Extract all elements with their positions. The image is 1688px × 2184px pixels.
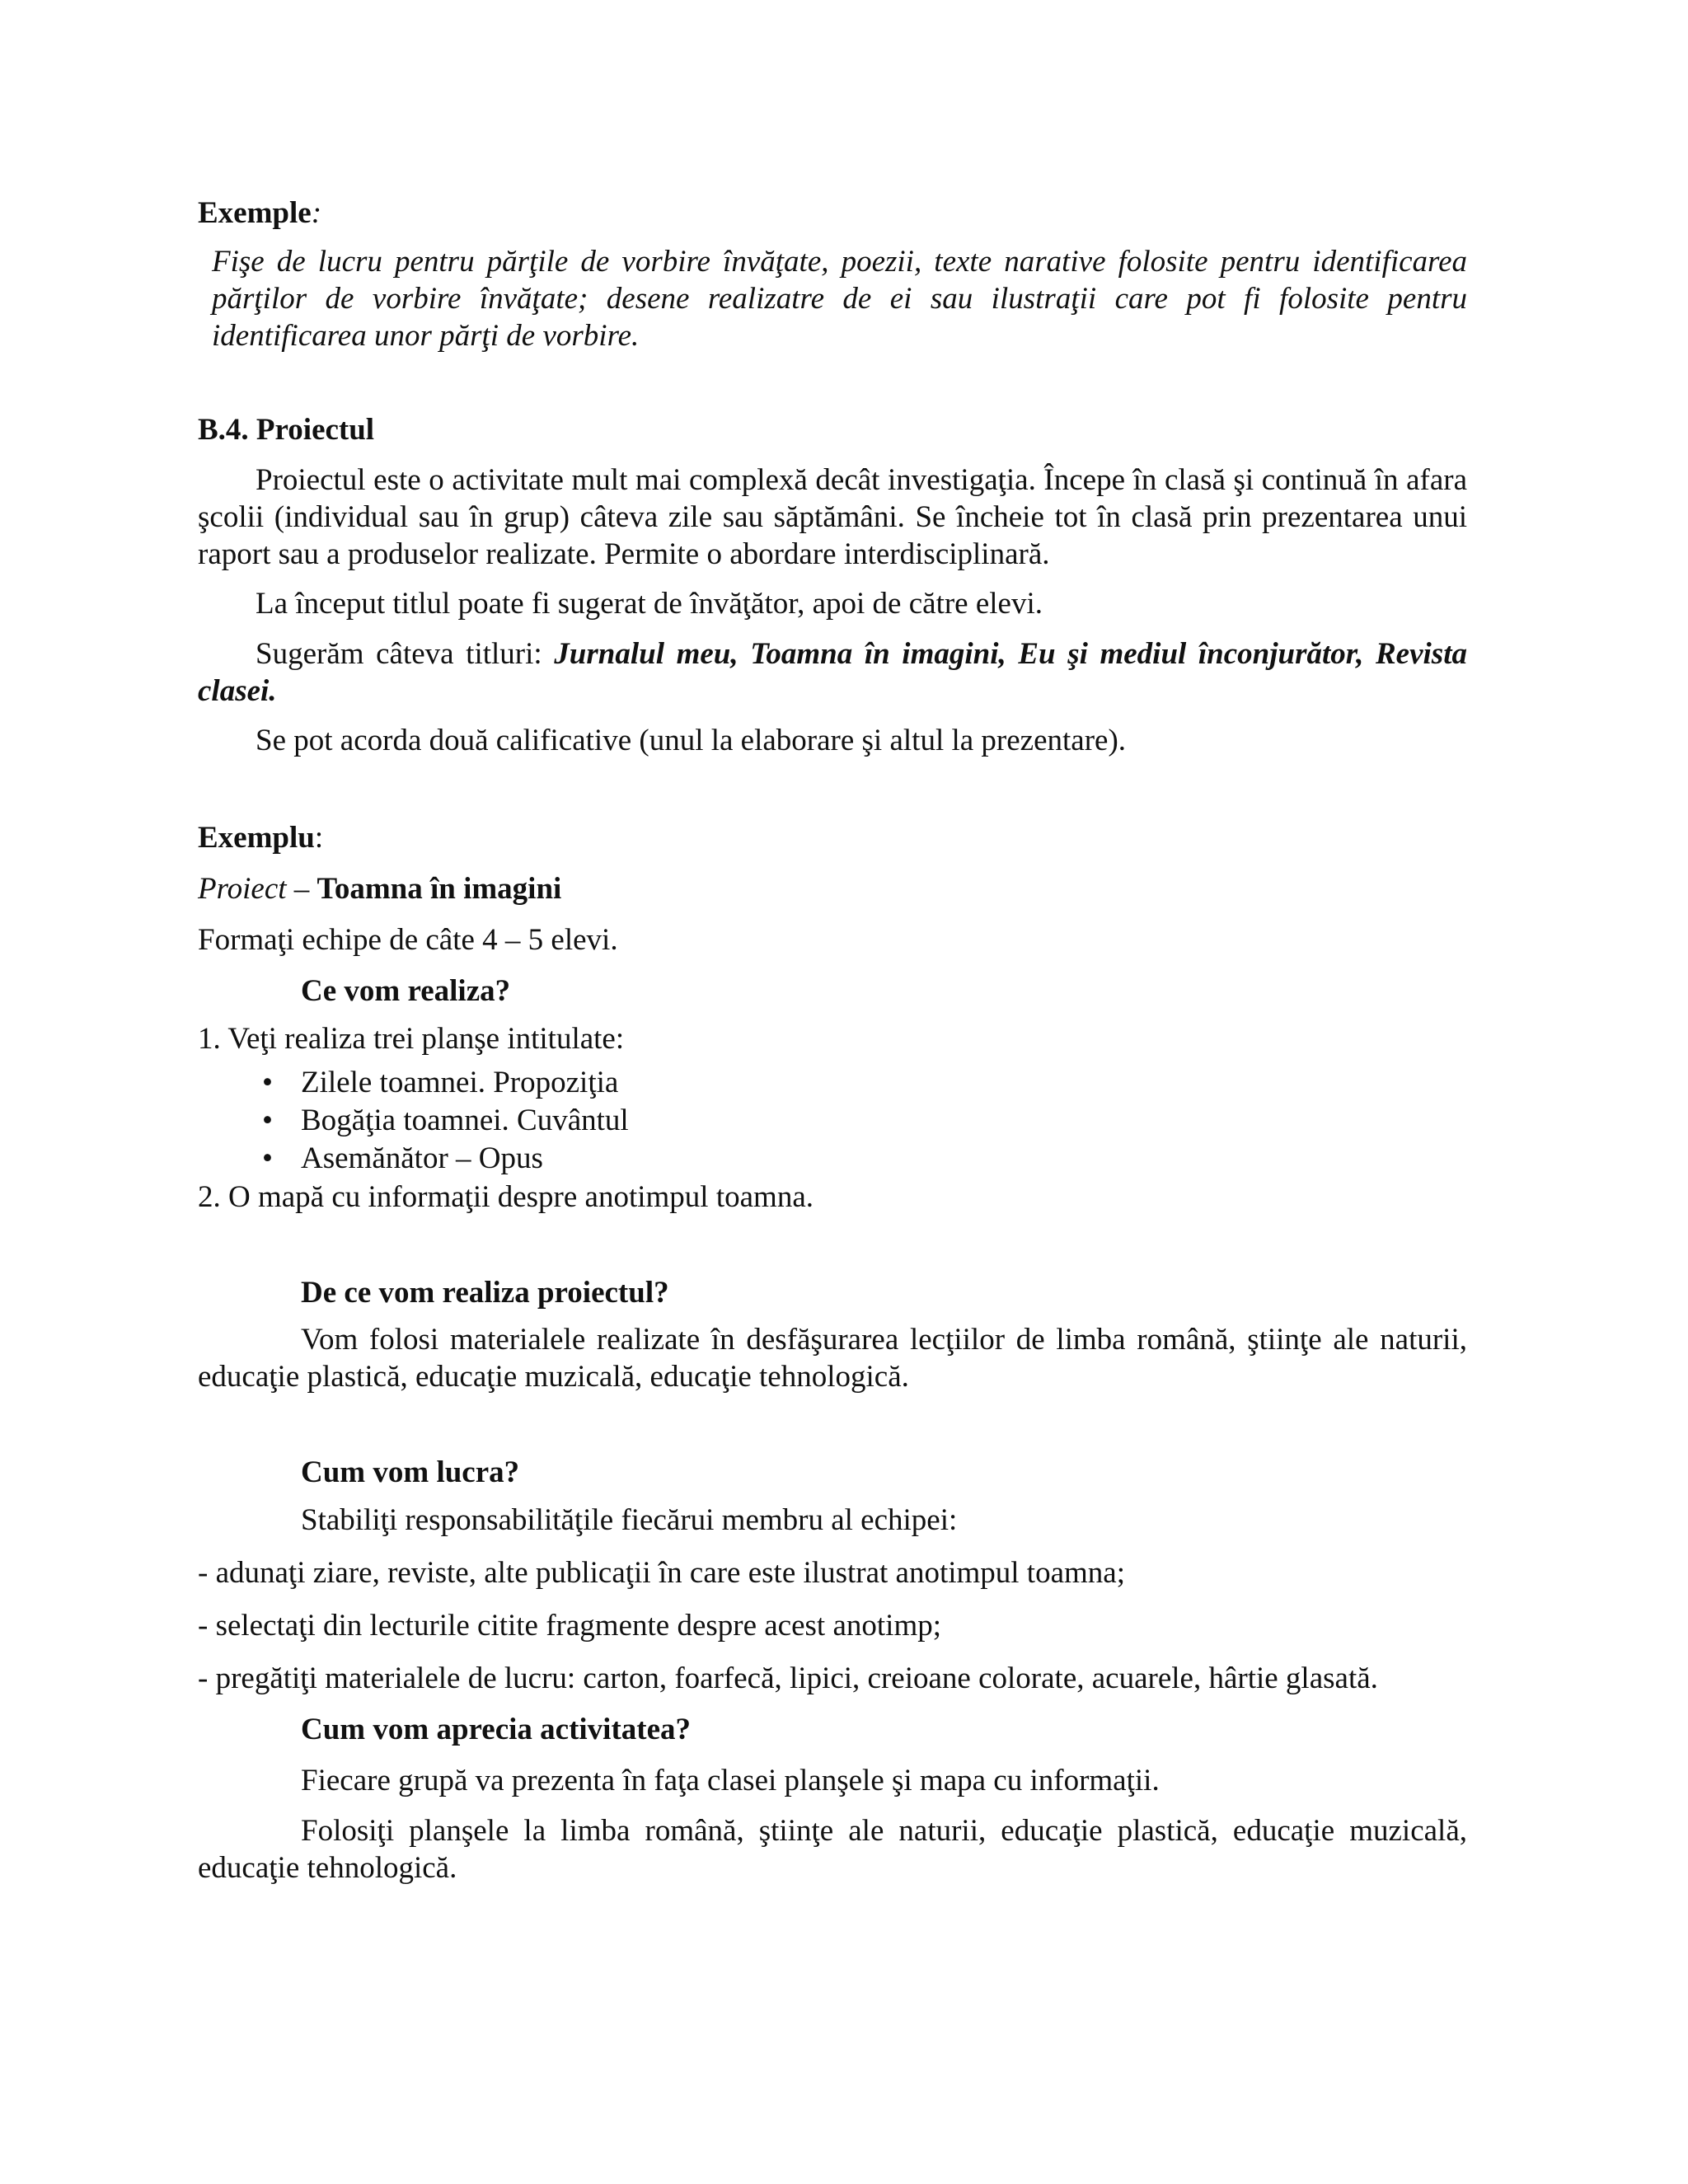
examples-heading: [198, 194, 1467, 233]
dash-item: - adunaţi ziare, reviste, alte publicaţii în care este ilustrat anotimpul toamna;: [198, 1556, 1125, 1590]
bullet-dot: •: [262, 1141, 273, 1175]
bullet-text: Zilele toamnei. Propoziţia: [301, 1066, 619, 1099]
paragraph-title-suggestion: La început titlul poate fi sugerat de învăţător, apoi de către elevi.: [256, 587, 1043, 621]
how-intro: Stabiliţi responsabilităţile fiecărui membru al echipei:: [301, 1503, 958, 1537]
examples-text: Fişe de lucru pentru părţile de vorbire învăţate, poezii, texte narative folosite pentru identificarea părţilor de vorbire învăţate; desene realizatre de ei sau ilustraţii care pot fi folosite pentru identificarea unor părţi de vorbire.: [212, 245, 1467, 353]
paragraph-grades: Se pot acorda două calificative (unul la elaborare şi altul la prezentare).: [256, 724, 1127, 757]
bullet-dot: •: [262, 1066, 273, 1099]
question-what: Ce vom realiza?: [301, 974, 511, 1008]
examples-heading-colon: :: [311, 196, 322, 230]
suggested-titles-lead: Sugerăm câteva titluri:: [256, 637, 555, 671]
assess-paragraph-1: Fiecare grupă va prezenta în faţa clasei planşele şi mapa cu informaţii.: [301, 1764, 1160, 1797]
project-title: Toamna în imagini: [316, 872, 562, 906]
question-how: Cum vom lucra?: [301, 1455, 520, 1489]
list-item-1: 1. Veţi realiza trei planşe intitulate:: [198, 1022, 625, 1056]
example-heading-colon: :: [314, 821, 324, 855]
paragraph-suggested-titles: [198, 635, 1467, 710]
bullet-item: [262, 1140, 1467, 1178]
list-item-2: 2. O mapă cu informaţii despre anotimpul toamna.: [198, 1180, 814, 1214]
section-heading-proiectul: B.4. Proiectul: [198, 413, 375, 447]
why-paragraph: Vom folosi materialele realizate în desfăşurarea lecţiilor de limba română, ştiinţe ale naturii, educaţie plastică, educaţie muzicală, educaţie tehnologică.: [198, 1323, 1467, 1394]
example-heading-label: Exemplu: [198, 821, 315, 855]
teams-instruction: Formaţi echipe de câte 4 – 5 elevi.: [198, 923, 618, 957]
bullet-item: [262, 1102, 1467, 1140]
dash-item: - selectaţi din lecturile citite fragmente despre acest anotimp;: [198, 1609, 942, 1643]
bullet-text: Bogăţia toamnei. Cuvântul: [301, 1104, 629, 1137]
project-label: Proiect –: [198, 872, 317, 906]
question-why: De ce vom realiza proiectul?: [301, 1276, 669, 1310]
project-title-line: [198, 869, 1467, 909]
bullet-list-planse: [198, 1064, 1467, 1178]
assess-paragraph-2: Folosiţi planşele la limba română, ştiinţe ale naturii, educaţie plastică, educaţie muzicală, educaţie tehnologică.: [198, 1814, 1467, 1885]
dash-item: - pregătiţi materialele de lucru: carton, foarfecă, lipici, creioane colorate, acuarele, hârtie glasată.: [198, 1661, 1378, 1695]
question-assess: Cum vom aprecia activitatea?: [301, 1713, 692, 1746]
bullet-dot: •: [262, 1104, 273, 1137]
bullet-text: Asemănător – Opus: [301, 1141, 543, 1175]
paragraph-proiect-definition: Proiectul este o activitate mult mai complexă decât investigaţia. Începe în clasă şi continuă în afara şcolii (individual sau în grup) câteva zile sau săptămâni. Se încheie tot în clasă prin prezentarea unui raport sau a produselor realizate. Permite o abordare interdisciplinară.: [198, 463, 1467, 571]
example-heading: [198, 818, 1467, 858]
bullet-item: [262, 1064, 1467, 1102]
page-content: [198, 194, 1467, 1886]
suggested-titles-list: Jurnalul meu, Toamna în imagini, Eu şi mediul înconjurător, Revista clasei.: [198, 637, 1467, 708]
examples-heading-label: Exemple: [198, 196, 312, 230]
